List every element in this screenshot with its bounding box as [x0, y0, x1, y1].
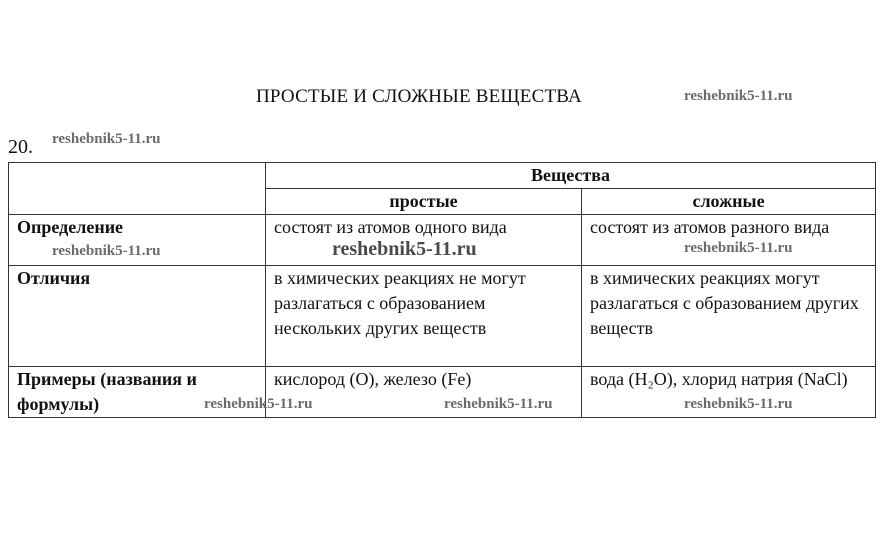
cell-examples-simple: кислород (О), железо (Fe)	[266, 367, 582, 418]
table-row	[9, 266, 876, 367]
group-header-substances: Вещества	[266, 163, 876, 189]
column-header-complex: сложные	[582, 189, 876, 215]
header-empty-cell	[9, 163, 266, 215]
watermark-text: reshebnik5-11.ru	[204, 396, 313, 412]
watermark-text: reshebnik5-11.ru	[684, 396, 793, 412]
watermark-text: reshebnik5-11.ru	[684, 240, 793, 256]
row-label-definition: Определение	[9, 215, 266, 266]
watermark-text: reshebnik5-11.ru	[684, 88, 793, 104]
table-header-row	[9, 163, 876, 189]
watermark-text: reshebnik5-11.ru	[52, 243, 161, 259]
task-number: 20.	[8, 136, 33, 158]
substances-table	[8, 162, 876, 418]
watermark-text: reshebnik5-11.ru	[52, 131, 161, 147]
column-header-simple: простые	[266, 189, 582, 215]
watermark-text: reshebnik5-11.ru	[332, 238, 477, 260]
row-label-differences: Отличия	[9, 266, 266, 367]
cell-differences-simple: в химических реакциях не могут разлагаться с образованием нескольких других веществ	[266, 266, 582, 367]
cell-definition-complex: состоят из атомов разного вида	[582, 215, 876, 266]
cell-examples-complex: вода (H₂O), хлорид натрия (NaCl)	[582, 367, 876, 418]
row-label-examples: Примеры (названия и формулы)	[9, 367, 266, 418]
page-title: ПРОСТЫЕ И СЛОЖНЫЕ ВЕЩЕСТВА	[256, 86, 582, 107]
watermark-text: reshebnik5-11.ru	[444, 396, 553, 412]
cell-differences-complex: в химических реакциях могут разлагаться с образованием других веществ	[582, 266, 876, 367]
cell-definition-simple: состоят из атомов одного вида	[266, 215, 582, 266]
